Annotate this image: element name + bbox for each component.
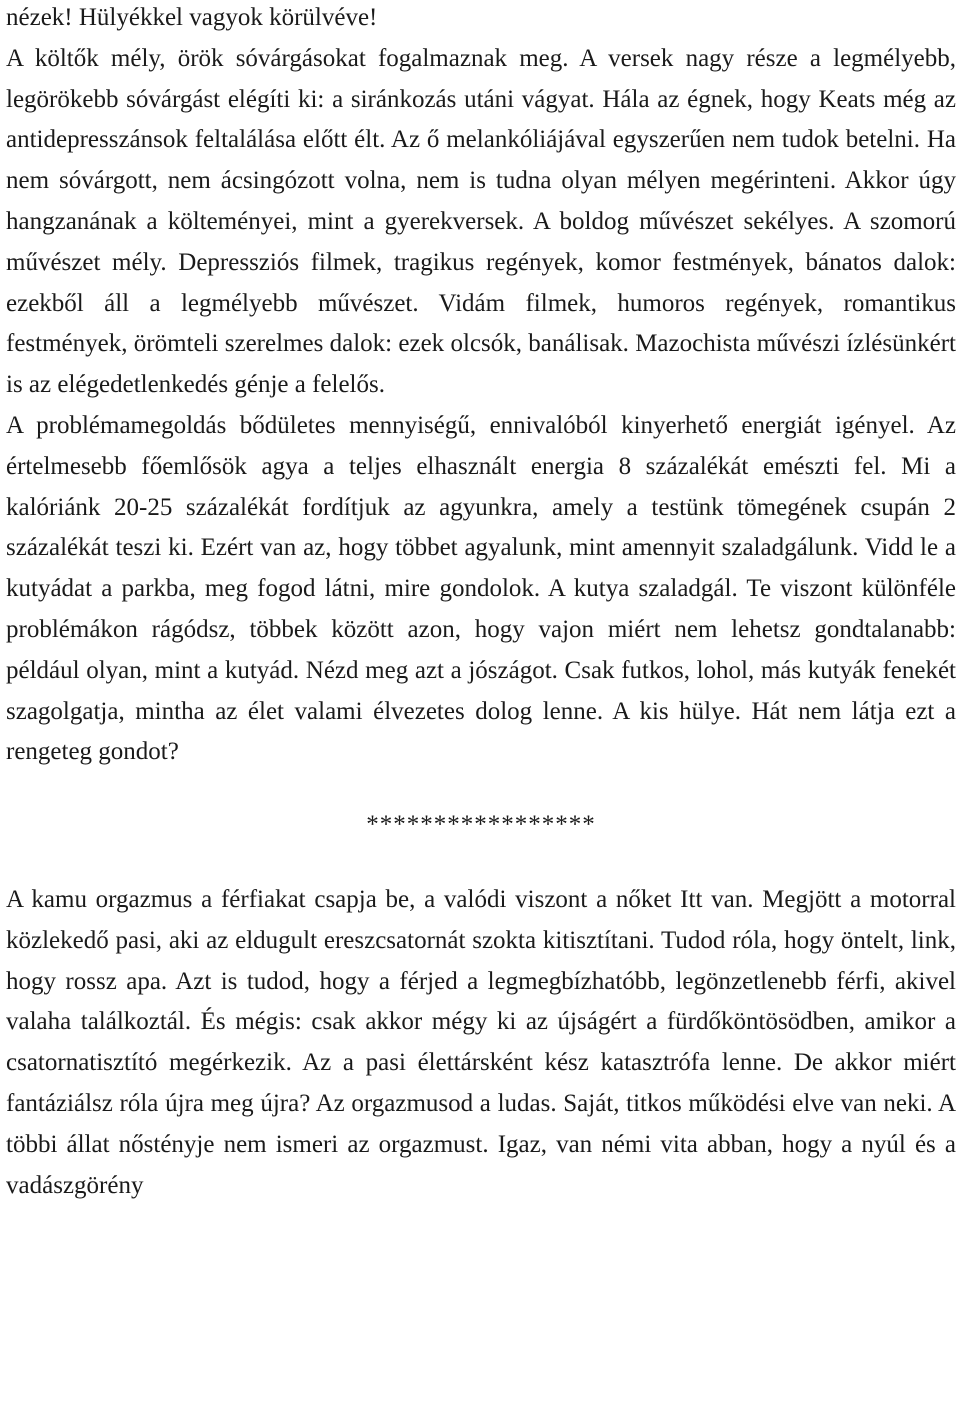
section-separator: ***************** [366,811,596,839]
document-page [6,0,956,1206]
paragraph-poets: A költők mély, örök sóvárgásokat fogalmaznak meg. A versek nagy része a legmélyebb, legörökebb sóvárgást elégíti ki: a siránkozás utáni vágyat. Hála az égnek, hogy Keats még az antidepresszánsok feltalálása előtt élt. Az ő melankóliájával egyszerűen nem tudok betelni. Ha nem sóvárgott, nem ácsingózott volna, nem is tudna olyan mélyen megérinteni. Akkor úgy hangzanának a költeményei, mint a gyerekversek. A boldog művészet sekélyes. A szomorú művészet mély. Depressziós filmek, tragikus regények, komor festmények, bánatos dalok: ezekből áll a legmélyebb művészet. Vidám filmek, humoros regények, romantikus festmények, örömteli szerelmes dalok: ezek olcsók, banálisak. Mazochista művészi ízlésünkért is az elégedetlenkedés génje a felelős. [6,44,956,399]
paragraph-fragment: nézek! Hülyékkel vagyok körülvéve! [6,4,378,31]
paragraph-orgasm: A kamu orgazmus a férfiakat csapja be, a valódi viszont a nőket Itt van. Megjött a motorral közlekedő pasi, aki az eldugult ereszcsatornát szokta kitisztítani. Tudod róla, hogy öntelt, link, hogy rossz apa. Azt is tudod, hogy a férjed a legmegbízhatóbb, legönzetlenebb férfi, akivel valaha találkoztál. És mégis: csak akkor mégy ki az újságért a fürdőköntösödben, amikor a csatornatisztító megérkezik. Az a pasi élettársként kész katasztrófa lenne. De akkor miért fantáziálsz róla újra meg újra? Az orgazmusod a ludas. Saját, titkos működési elve van neki. A többi állat nőstényje nem ismeri az orgazmust. Igaz, van némi vita abban, hogy a nyúl és a vadászgörény [6,885,956,1199]
paragraph-problem-solving: A problémamegoldás bődületes mennyiségű, ennivalóból kinyerhető energiát igényel. Az értelmesebb főemlősök agya a teljes elhasznált energia 8 százalékát emészti fel. Mi a kalóriánk 20-25 százalékát fordítjuk az agyunkra, amely a testünk tömegének csupán 2 százalékát teszi ki. Ezért van az, hogy többet agyalunk, mint amennyit szaladgálunk. Vidd le a kutyádat a parkba, meg fogod látni, mire gondolok. A kutya szaladgál. Te viszont különféle problémákon rágódsz, többek között azon, hogy vajon miért nem lehetsz gondtalanabb: például olyan, mint a kutyád. Nézd meg azt a jószágot. Csak futkos, lohol, más kutyák fenekét szagolgatja, mintha az élet valami élvezetes dolog lenne. A kis hülye. Hát nem látja ezt a rengeteg gondot? [6,411,956,766]
